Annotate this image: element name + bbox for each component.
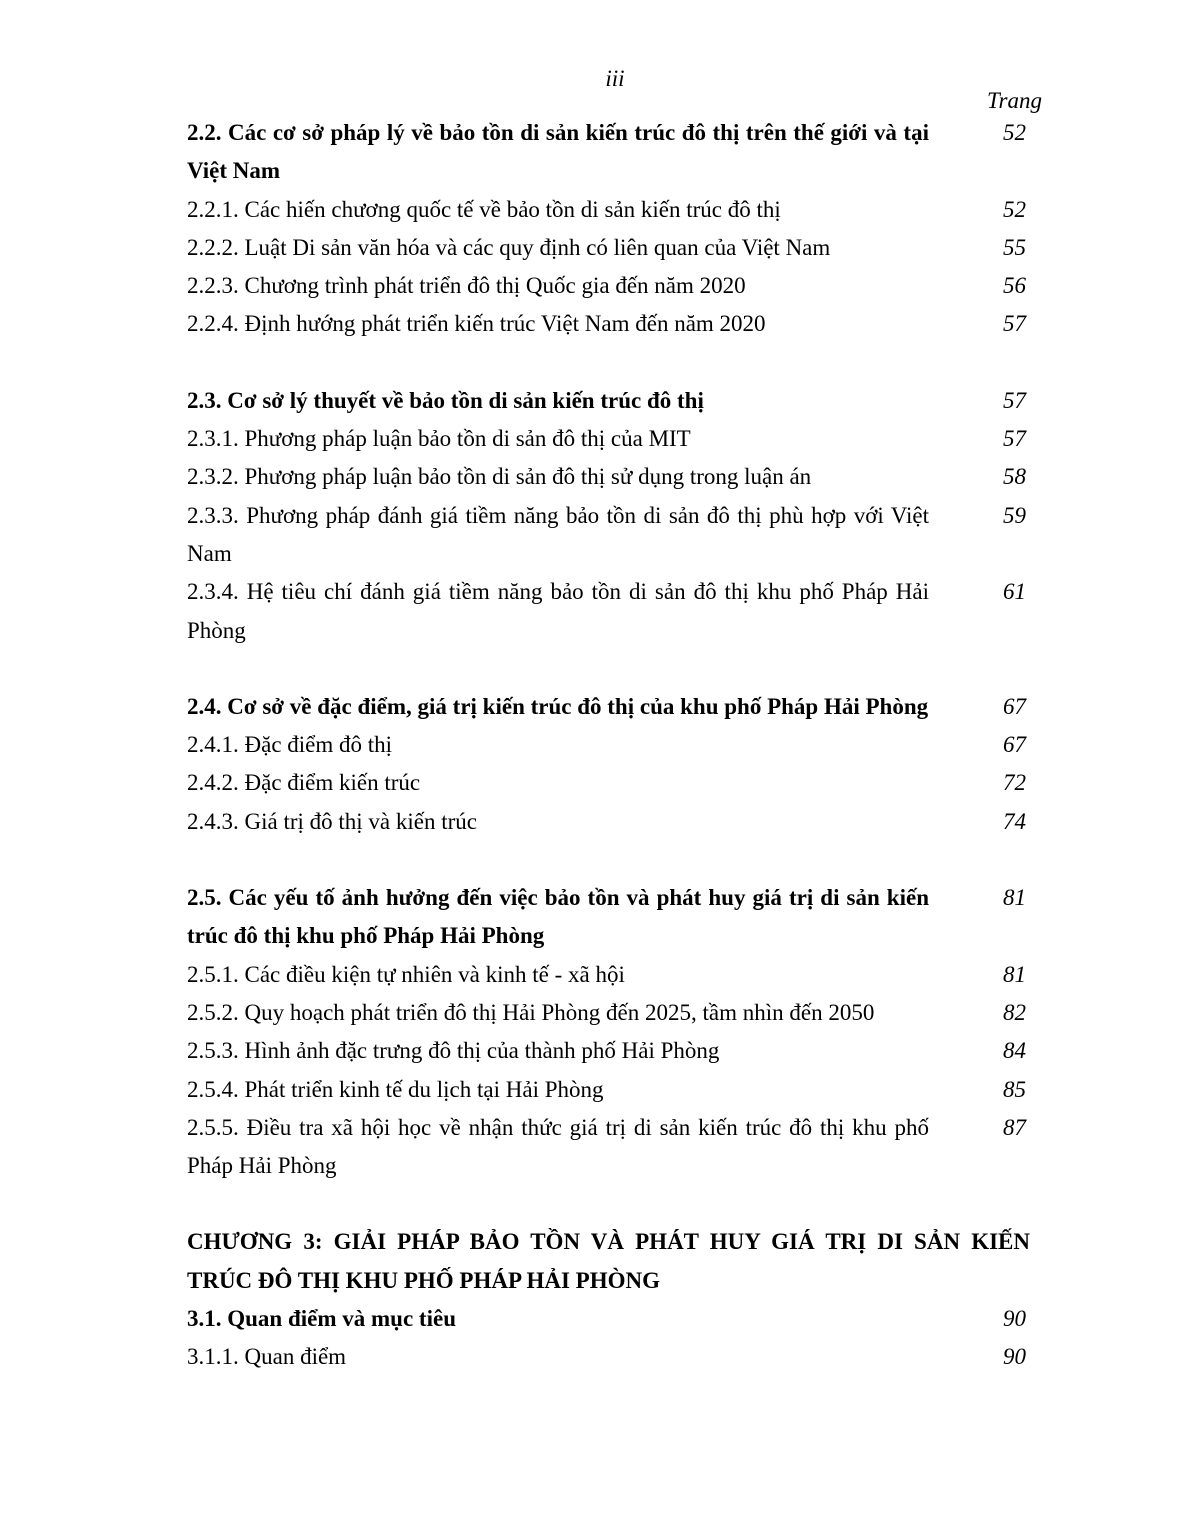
toc-entry-text: 2.4.3. Giá trị đô thị và kiến trúc (187, 808, 477, 834)
toc-entry-2-5-3 (187, 1032, 1030, 1070)
toc-page-number: 74 (1003, 808, 1026, 834)
toc-entry-2-2-1 (187, 191, 1030, 229)
toc-page-number: 67 (1003, 732, 1026, 758)
toc-entry-2-3-4 (187, 573, 1030, 650)
toc-entry-text: 2.5.4. Phát triển kinh tế du lịch tại Hải Phòng (187, 1076, 604, 1102)
toc-entry-text: 2.2.4. Định hướng phát triển kiến trúc Việt Nam đến năm 2020 (187, 311, 766, 337)
toc-entry-2-4-3 (187, 803, 1030, 841)
toc-page-number: 61 (1003, 579, 1026, 605)
toc-page-number: 84 (1003, 1038, 1026, 1064)
toc-entry-text: 2.5.1. Các điều kiện tự nhiên và kinh tế - xã hội (187, 961, 625, 987)
table-of-contents (187, 114, 1030, 1377)
page-number: iii (605, 66, 625, 91)
toc-entry-2-2-2 (187, 229, 1030, 267)
toc-entry-text: 2.5.2. Quy hoạch phát triển đô thị Hải Phòng đến 2025, tầm nhìn đến 2050 (187, 999, 875, 1025)
toc-entry-2-5-5 (187, 1109, 1030, 1186)
toc-page-number: 90 (1003, 1306, 1026, 1332)
toc-page-number: 56 (1003, 273, 1026, 299)
toc-entry-text: 2.2.3. Chương trình phát triển đô thị Quốc gia đến năm 2020 (187, 273, 746, 299)
toc-entry-text: 2.2.1. Các hiến chương quốc tế về bảo tồn di sản kiến trúc đô thị (187, 196, 781, 222)
toc-entry-3-1-1 (187, 1338, 1030, 1376)
toc-section-3-1 (187, 1300, 1030, 1338)
toc-entry-text: 2.4. Cơ sở về đặc điểm, giá trị kiến trúc đô thị của khu phố Pháp Hải Phòng (187, 693, 929, 719)
toc-page-number: 82 (1003, 999, 1026, 1025)
toc-section-2-5 (187, 879, 1030, 956)
toc-page-number: 59 (1003, 502, 1026, 528)
toc-entry-text: 2.4.2. Đặc điểm kiến trúc (187, 770, 421, 796)
toc-entry-text: 2.4.1. Đặc điểm đô thị (187, 732, 393, 758)
toc-entry-text: 2.3.4. Hệ tiêu chí đánh giá tiềm năng bảo tồn di sản đô thị khu phố Pháp Hải Phòng (187, 579, 929, 643)
toc-entry-text: 2.2. Các cơ sở pháp lý về bảo tồn di sản kiến trúc đô thị trên thế giới và tại Việt Nam (187, 120, 929, 184)
toc-page-number: 81 (1003, 961, 1026, 987)
toc-page-number: 58 (1003, 464, 1026, 490)
toc-entry-2-2-3 (187, 267, 1030, 305)
toc-page-number: 57 (1003, 426, 1026, 452)
toc-page-number: 67 (1003, 693, 1026, 719)
toc-entry-text: 2.2.2. Luật Di sản văn hóa và các quy định có liên quan của Việt Nam (187, 234, 831, 260)
toc-page-number: 85 (1003, 1076, 1026, 1102)
toc-entry-2-4-1 (187, 726, 1030, 764)
toc-entry-text: 2.5. Các yếu tố ảnh hưởng đến việc bảo tồn và phát huy giá trị di sản kiến trúc đô thị khu phố Pháp Hải Phòng (187, 885, 929, 949)
toc-section-2-3 (187, 382, 1030, 420)
toc-entry-2-4-2 (187, 764, 1030, 802)
toc-entry-2-5-1 (187, 956, 1030, 994)
toc-entry-text: 2.3.3. Phương pháp đánh giá tiềm năng bảo tồn di sản đô thị phù hợp với Việt Nam (187, 502, 929, 566)
toc-page-number: 52 (1003, 196, 1026, 222)
toc-page-number: 90 (1003, 1344, 1026, 1370)
toc-entry-text: 3.1. Quan điểm và mục tiêu (187, 1306, 456, 1332)
toc-entry-2-3-1 (187, 420, 1030, 458)
toc-entry-2-3-2 (187, 458, 1030, 496)
toc-page-number: 57 (1003, 387, 1026, 413)
toc-entry-text: 2.3.1. Phương pháp luận bảo tồn di sản đô thị của MIT (187, 426, 691, 452)
toc-entry-text: 2.5.5. Điều tra xã hội học về nhận thức giá trị di sản kiến trúc đô thị khu phố Pháp Hải Phòng (187, 1114, 929, 1179)
toc-page-number: 52 (1003, 120, 1026, 145)
toc-page-number: 72 (1003, 770, 1026, 796)
toc-page-number: 81 (1003, 885, 1026, 911)
toc-chapter-title: CHƯƠNG 3: GIẢI PHÁP BẢO TỒN VÀ PHÁT HUY GIÁ TRỊ DI SẢN KIẾN TRÚC ĐÔ THỊ KHU PHỐ PHÁP HẢI PHÒNG (187, 1229, 1030, 1293)
toc-section-2-4 (187, 688, 1030, 726)
toc-entry-text: 3.1.1. Quan điểm (187, 1344, 347, 1370)
toc-entry-2-5-4 (187, 1071, 1030, 1109)
toc-entry-text: 2.5.3. Hình ảnh đặc trưng đô thị của thành phố Hải Phòng (187, 1038, 720, 1064)
toc-entry-2-5-2 (187, 994, 1030, 1032)
toc-section-2-2 (187, 114, 1030, 191)
toc-page-number: 55 (1003, 234, 1026, 260)
toc-entry-2-2-4 (187, 305, 1030, 343)
toc-page-number: 57 (1003, 311, 1026, 337)
toc-page-number: 87 (1003, 1114, 1026, 1140)
toc-entry-text: 2.3.2. Phương pháp luận bảo tồn di sản đô thị sử dụng trong luận án (187, 464, 812, 490)
toc-entry-2-3-3 (187, 497, 1030, 574)
toc-entry-text: 2.3. Cơ sở lý thuyết về bảo tồn di sản kiến trúc đô thị (187, 387, 704, 413)
toc-chapter-3 (187, 1223, 1030, 1300)
page-column-label: Trang (987, 88, 1042, 113)
